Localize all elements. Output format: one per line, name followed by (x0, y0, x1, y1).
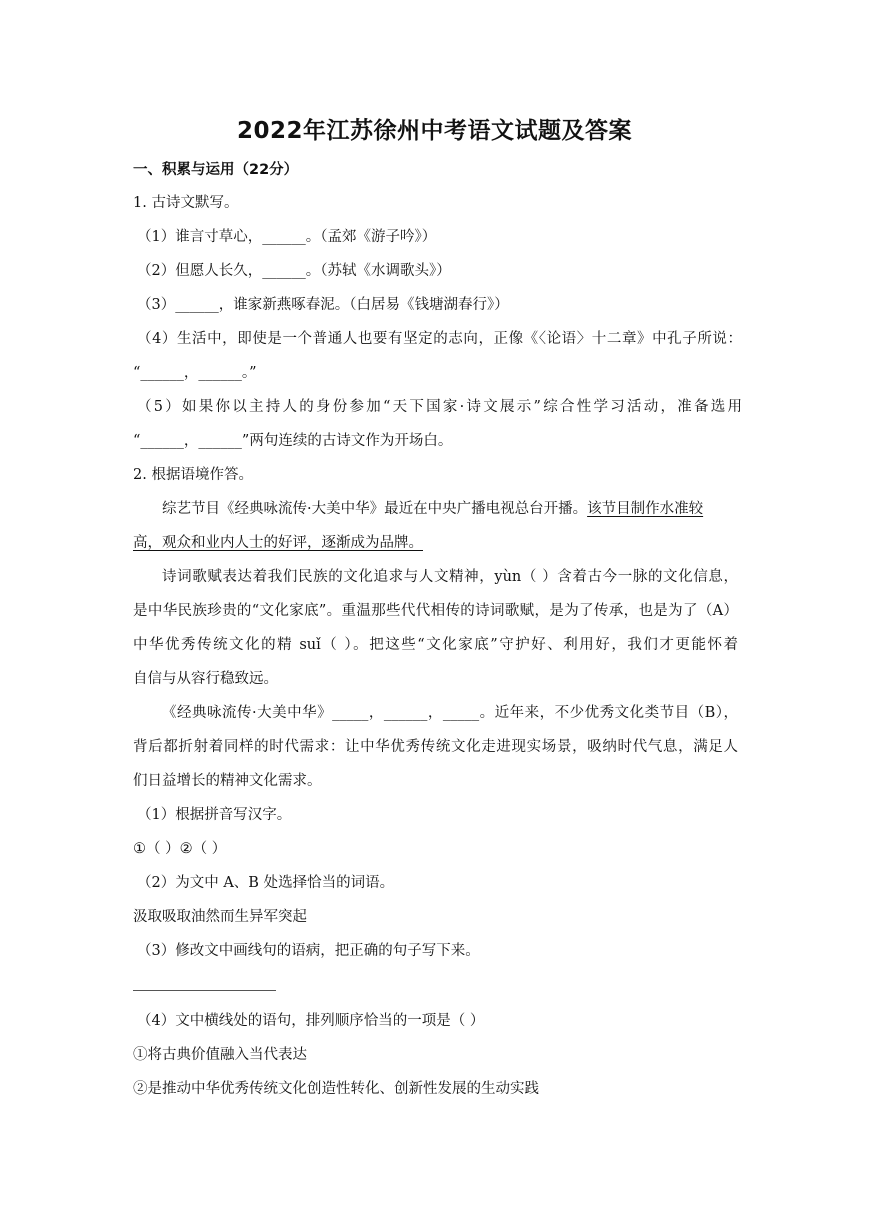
passage-p1-text: 综艺节目《经典咏流传·大美中华》最近在中央广播电视总台开播。 (162, 501, 588, 517)
underlined-sentence-cont: 高，观众和业内人士的好评，逐渐成为品牌。 (133, 535, 423, 551)
passage-p2-line3: 中华优秀传统文化的精 suǐ（ ）。把这些“文化家底”守护好、利用好，我们才更能怀着 (133, 637, 738, 653)
passage-p3-line1: 《经典咏流传·大美中华》_____，______，_____。近年来，不少优秀文化类节目（B）， (162, 705, 738, 721)
passage-p2-line4: 自信与从容行稳致远。 (133, 671, 278, 687)
passage-p3-line2: 背后都折射着同样的时代需求：让中华优秀传统文化走进现实场景，吸纳时代气息，满足人 (133, 739, 738, 755)
page-title: 2022年江苏徐州中考语文试题及答案 (236, 118, 632, 144)
passage-p2-line2: 是中华民族珍贵的“文化家底”。重温那些代代相传的诗词歌赋，是为了传承，也是为了（A） (133, 603, 738, 619)
sub-question-1-blanks: ①（ ）②（ ） (133, 841, 227, 857)
answer-line (133, 990, 276, 991)
option-2: ②是推动中华优秀传统文化创造性转化、创新性发展的生动实践 (133, 1081, 539, 1097)
passage-p3-line3: 们日益增长的精神文化需求。 (133, 773, 322, 789)
q1-item-1: （1）谁言寸草心，______。（孟郊《游子吟》） (137, 229, 437, 245)
q1-item-4: （4）生活中，即使是一个普通人也要有坚定的志向，正像《〈论语〉十二章》中孔子所说： (137, 331, 742, 347)
option-1: ①将古典价值融入当代表达 (133, 1047, 307, 1063)
passage-p1-line1 (162, 499, 703, 519)
underlined-sentence: 该节目制作水准较 (587, 501, 704, 517)
word-options: 汲取吸取油然而生异军突起 (133, 909, 307, 925)
sub-question-2: （2）为文中 A、B 处选择恰当的词语。 (137, 875, 395, 891)
q1-item-5-cont: “______，______”两句连续的古诗文作为开场白。 (133, 433, 453, 449)
section-heading: 一、积累与运用（22分） (133, 162, 299, 178)
q1-item-2: （2）但愿人长久，______。（苏轼《水调歌头》） (137, 263, 451, 279)
q1-item-4-blanks: “______，______。” (133, 365, 257, 381)
sub-question-1: （1）根据拼音写汉字。 (137, 807, 292, 823)
sub-question-3: （3）修改文中画线句的语病，把正确的句子写下来。 (137, 943, 480, 959)
sub-question-4: （4）文中横线处的语句，排列顺序恰当的一项是（ ） (137, 1013, 485, 1029)
question-1-stem: 1. 古诗文默写。 (133, 195, 239, 211)
q1-item-3: （3）______，谁家新燕啄春泥。（白居易《钱塘湖春行》） (137, 297, 509, 313)
passage-p1-line2 (133, 533, 423, 553)
passage-p2-line1: 诗词歌赋表达着我们民族的文化追求与人文精神，yùn（ ）含着古今一脉的文化信息， (162, 569, 738, 585)
q1-item-5: （5）如果你以主持人的身份参加“天下国家·诗文展示”综合性学习活动，准备选用 (137, 399, 742, 415)
question-2-stem: 2. 根据语境作答。 (133, 467, 253, 483)
